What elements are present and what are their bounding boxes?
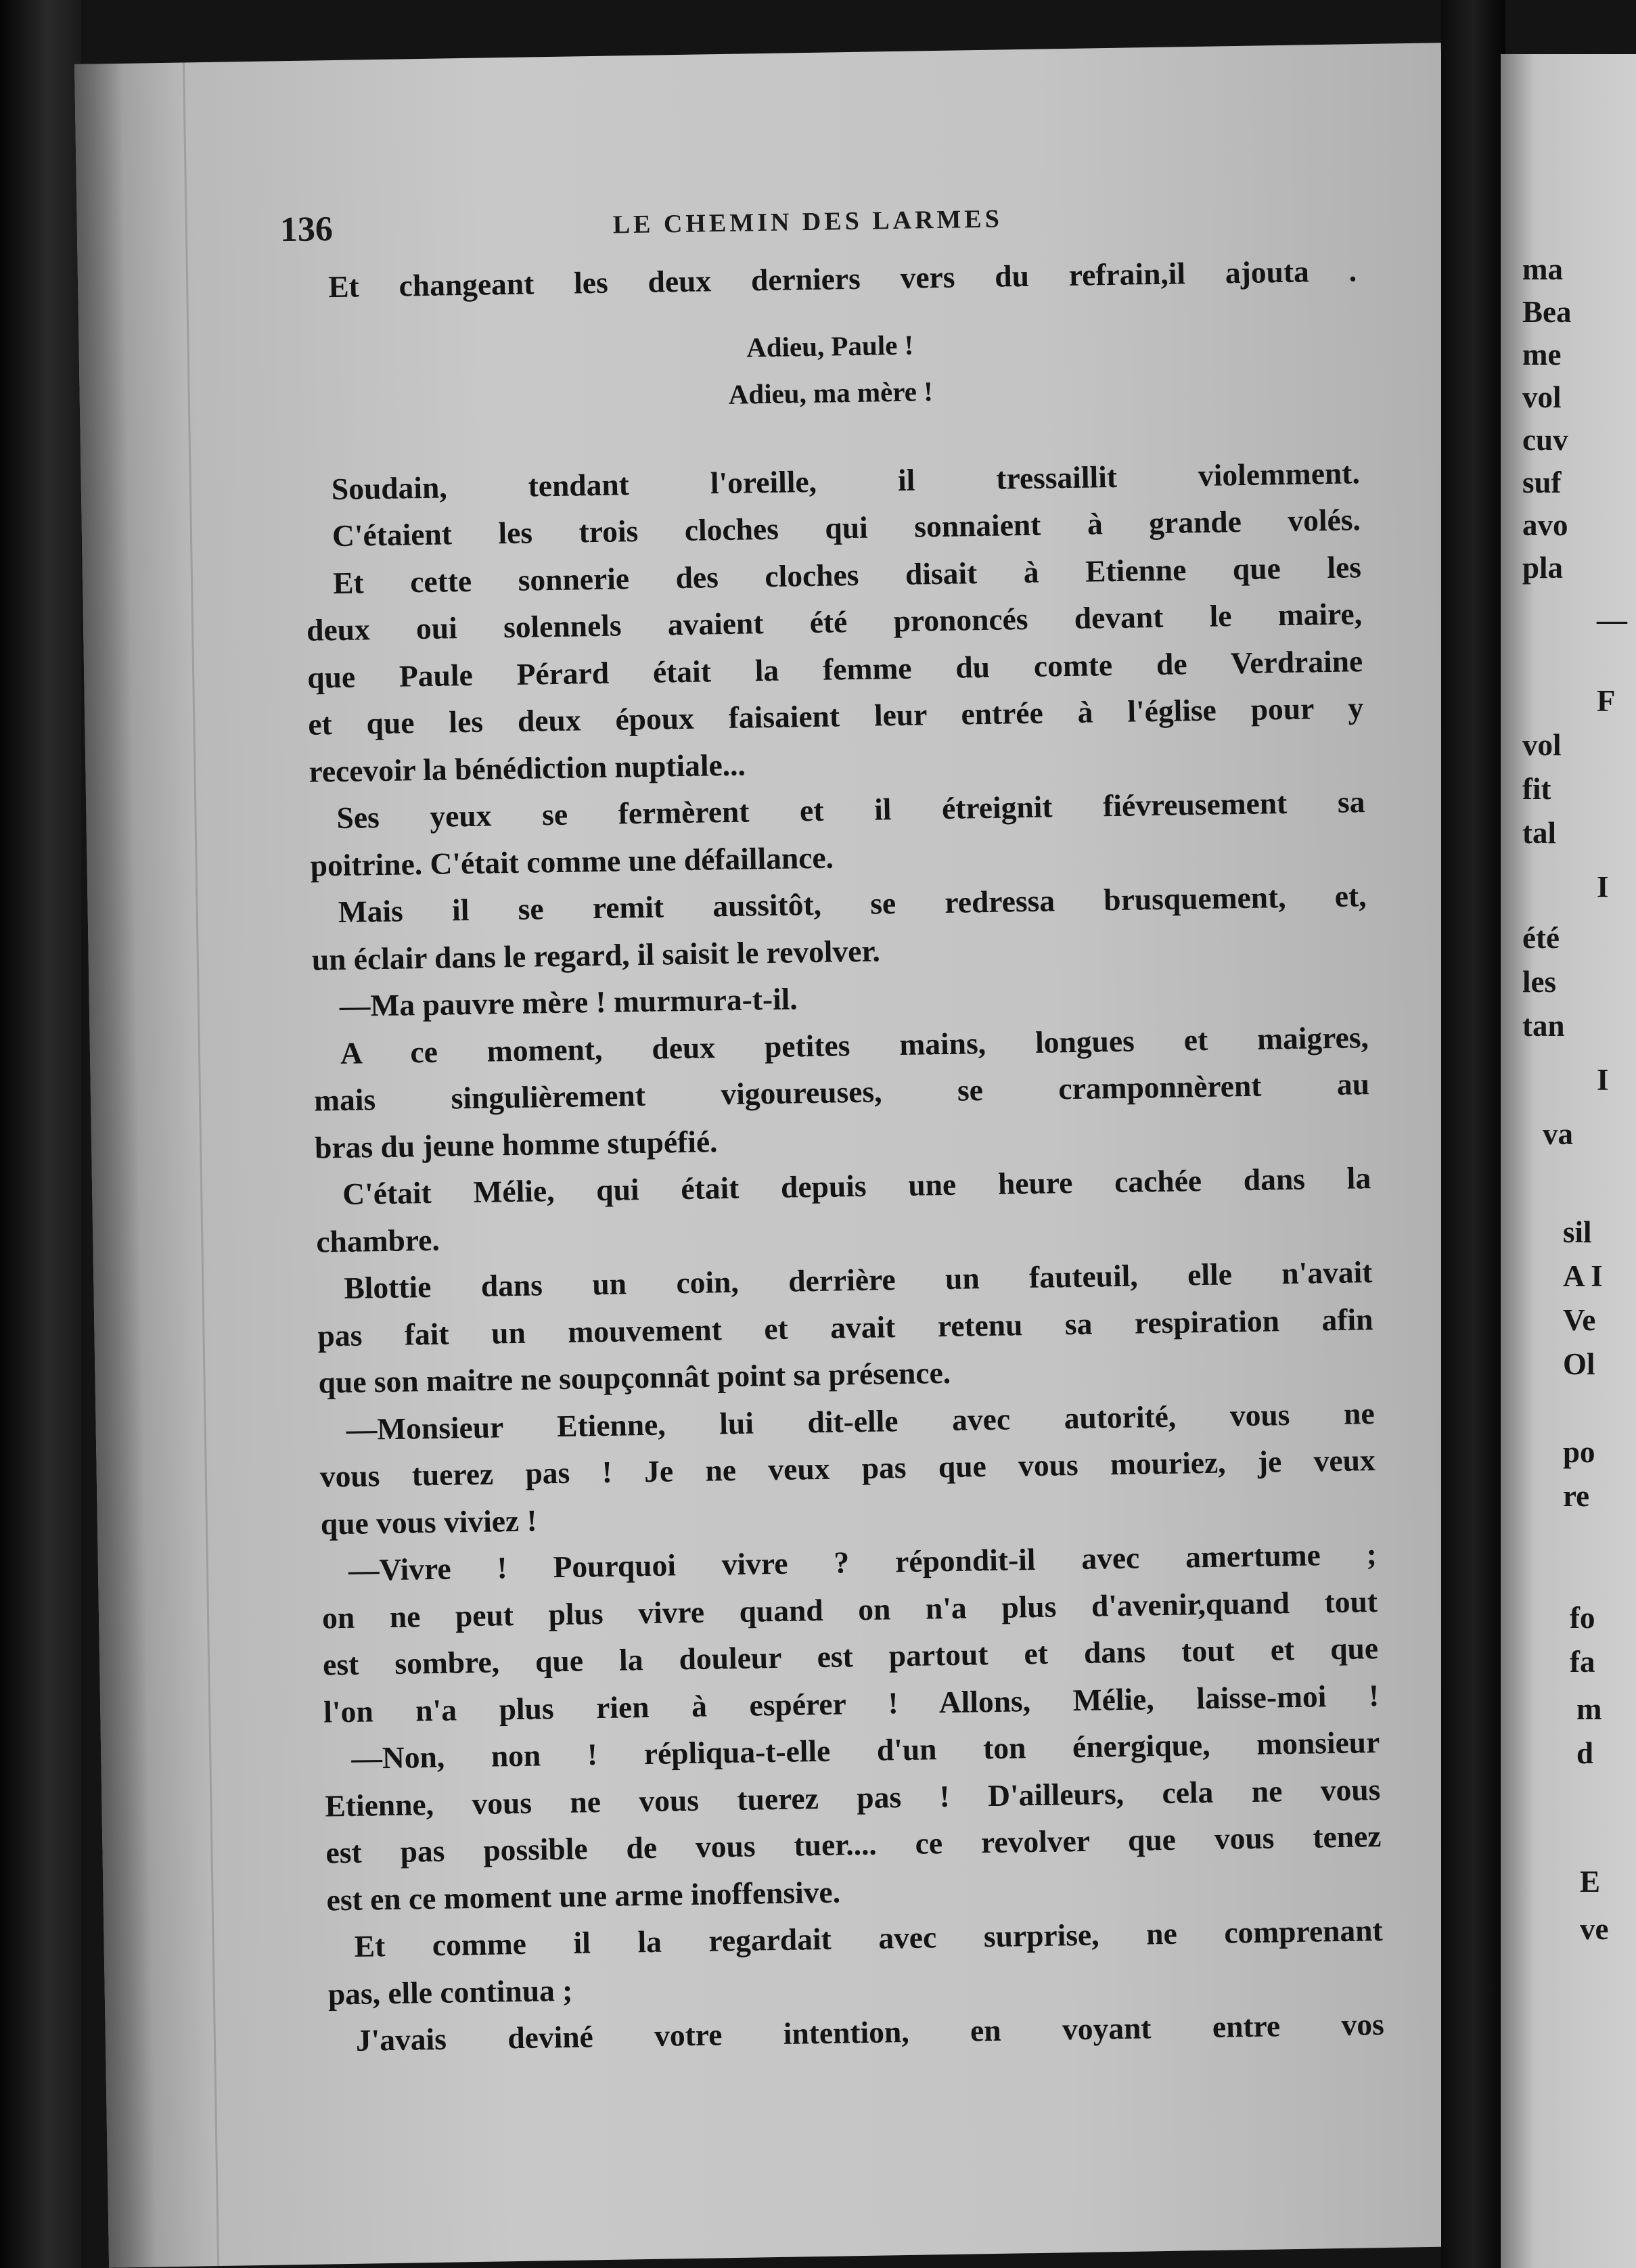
text-line: que son maitre ne soupçonnât point sa présence.	[318, 1355, 951, 1400]
adjacent-page-fragment: A I	[1563, 1259, 1603, 1293]
text-line: C'étaient les trois cloches qui sonnaient à grande volés.	[332, 502, 1361, 553]
adjacent-page-fragment: F	[1597, 684, 1616, 718]
adjacent-page-fragment: vol	[1522, 728, 1562, 762]
adjacent-page-fragment: tal	[1522, 816, 1556, 850]
text-line: deux oui solennels avaient été prononcés devant le maire,	[306, 596, 1363, 648]
adjacent-page-fragment: cuv	[1522, 423, 1568, 457]
page-edge-shadow	[74, 64, 156, 2268]
running-title: LE CHEMIN DES LARMES	[612, 204, 1003, 240]
text-line: bras du jeune homme stupéfié.	[314, 1123, 718, 1165]
text-line: Et cette sonnerie des cloches disait à Etienne que les	[332, 549, 1362, 600]
text-line: mais singulièrement vigoureuses, se cramponnèrent au	[313, 1066, 1370, 1118]
text-line: —Non, non ! répliqua-t-elle d'un ton énergique, monsieur	[350, 1725, 1380, 1775]
text-line: et que les deux époux faisaient leur entrée à l'église pour y	[307, 690, 1364, 742]
text-line: Et changeant les deux derniers vers du refrain,il ajouta .	[327, 253, 1357, 304]
text-line: A ce moment, deux petites mains, longues et maigres,	[340, 1019, 1369, 1070]
adjacent-page-fragment: vol	[1522, 380, 1562, 414]
adjacent-page-fragment: été	[1522, 921, 1560, 955]
adjacent-page-fragment: —	[1597, 603, 1627, 637]
gutter-shadow	[1441, 0, 1505, 2268]
adjacent-page-fragment: sil	[1563, 1215, 1592, 1249]
page-header	[279, 194, 1336, 257]
text-line: Mais il se remit aussitôt, se redressa brusquement, et,	[338, 878, 1367, 930]
text-line: vous tuerez pas ! Je ne veux pas que vous mouriez, je veux	[319, 1443, 1376, 1494]
adjacent-page-fragment: fit	[1522, 772, 1551, 806]
adjacent-page-fragment: tan	[1522, 1009, 1565, 1043]
text-line: Ses yeux se fermèrent et il étreignit fiévreusement sa	[336, 784, 1365, 836]
adjacent-page-fragment: re	[1563, 1479, 1590, 1513]
text-line: recevoir la bénédiction nuptiale...	[309, 747, 746, 789]
adjacent-page-fragment: avo	[1522, 508, 1568, 542]
text-line: Et comme il la regardait avec surprise, ne comprenant	[354, 1912, 1383, 1964]
page-number: 136	[279, 210, 334, 250]
text-line: Soudain, tendant l'oreille, il tressaillit violemment.	[331, 455, 1361, 506]
text-line: pas fait un mouvement et avait retenu sa respiration afin	[317, 1301, 1373, 1353]
text-line: —Monsieur Etienne, lui dit-elle avec autorité, vous ne	[346, 1395, 1375, 1447]
adjacent-page-fragment: pla	[1522, 551, 1564, 585]
text-line: J'avais deviné votre intention, en voyant entre vos	[355, 2006, 1385, 2058]
adjacent-page-fragment: po	[1563, 1435, 1595, 1469]
adjacent-page-fragment: Ve	[1563, 1303, 1596, 1337]
text-line: que vous viviez !	[320, 1503, 538, 1541]
adjacent-page-fragment: Ol	[1563, 1347, 1595, 1381]
text-line: un éclair dans le regard, il saisit le revolver.	[311, 932, 881, 977]
adjacent-page-fragment: m	[1576, 1692, 1602, 1726]
binding-shadow	[0, 0, 81, 2268]
verse-line: Adieu, Paule !	[746, 329, 914, 363]
book-page	[74, 43, 1476, 2267]
text-line: Blottie dans un coin, derrière un fauteuil, elle n'avait	[344, 1254, 1373, 1305]
text-line: poitrine. C'était comme une défaillance.	[310, 840, 834, 883]
text-line: est pas possible de vous tuer.... ce revolver que vous tenez	[325, 1818, 1382, 1870]
text-line: —Ma pauvre mère ! murmura-t-il.	[339, 981, 798, 1024]
page-body	[301, 247, 1385, 2064]
verse-line: Adieu, ma mère !	[728, 376, 934, 410]
adjacent-page-fragment: fa	[1570, 1645, 1595, 1679]
text-line: C'était Mélie, qui était depuis une heure cachée dans la	[342, 1160, 1371, 1211]
adjacent-page-fragment: fo	[1570, 1601, 1595, 1635]
adjacent-page-fragment: les	[1522, 965, 1556, 999]
adjacent-page-fragment: E	[1580, 1865, 1601, 1899]
text-line: que Paule Pérard était la femme du comte de Verdraine	[306, 643, 1363, 695]
adjacent-page-fragment: I	[1597, 1063, 1609, 1097]
adjacent-page-fragment: Bea	[1522, 295, 1572, 329]
adjacent-page-fragment: I	[1597, 870, 1609, 904]
text-line: l'on n'a plus rien à espérer ! Allons, Mélie, laisse-moi !	[323, 1677, 1380, 1729]
adjacent-page-fragment: suf	[1522, 466, 1562, 499]
text-line: on ne peut plus vivre quand on n'a plus d'avenir,quand tout	[321, 1583, 1378, 1635]
adjacent-page-fragment: d	[1576, 1736, 1594, 1770]
text-line: —Vivre ! Pourquoi vivre ? répondit-il avec amertume ;	[348, 1537, 1378, 1587]
adjacent-page-fragment: me	[1522, 338, 1562, 371]
adjacent-page-fragment: ve	[1580, 1912, 1609, 1946]
text-line: chambre.	[315, 1222, 440, 1259]
text-line: est sombre, que la douleur est partout et dans tout et que	[322, 1631, 1379, 1682]
text-line: est en ce moment une arme inoffensive.	[326, 1874, 841, 1917]
adjacent-page-fragment: va	[1543, 1117, 1573, 1151]
adjacent-page-fragment: ma	[1522, 252, 1563, 286]
adjacent-page	[1501, 54, 1636, 2268]
page-margin-line	[183, 62, 219, 2266]
text-line: Etienne, vous ne vous tuerez pas ! D'ailleurs, cela ne vous	[325, 1771, 1381, 1823]
text-line: pas, elle continua ;	[327, 1972, 573, 2011]
